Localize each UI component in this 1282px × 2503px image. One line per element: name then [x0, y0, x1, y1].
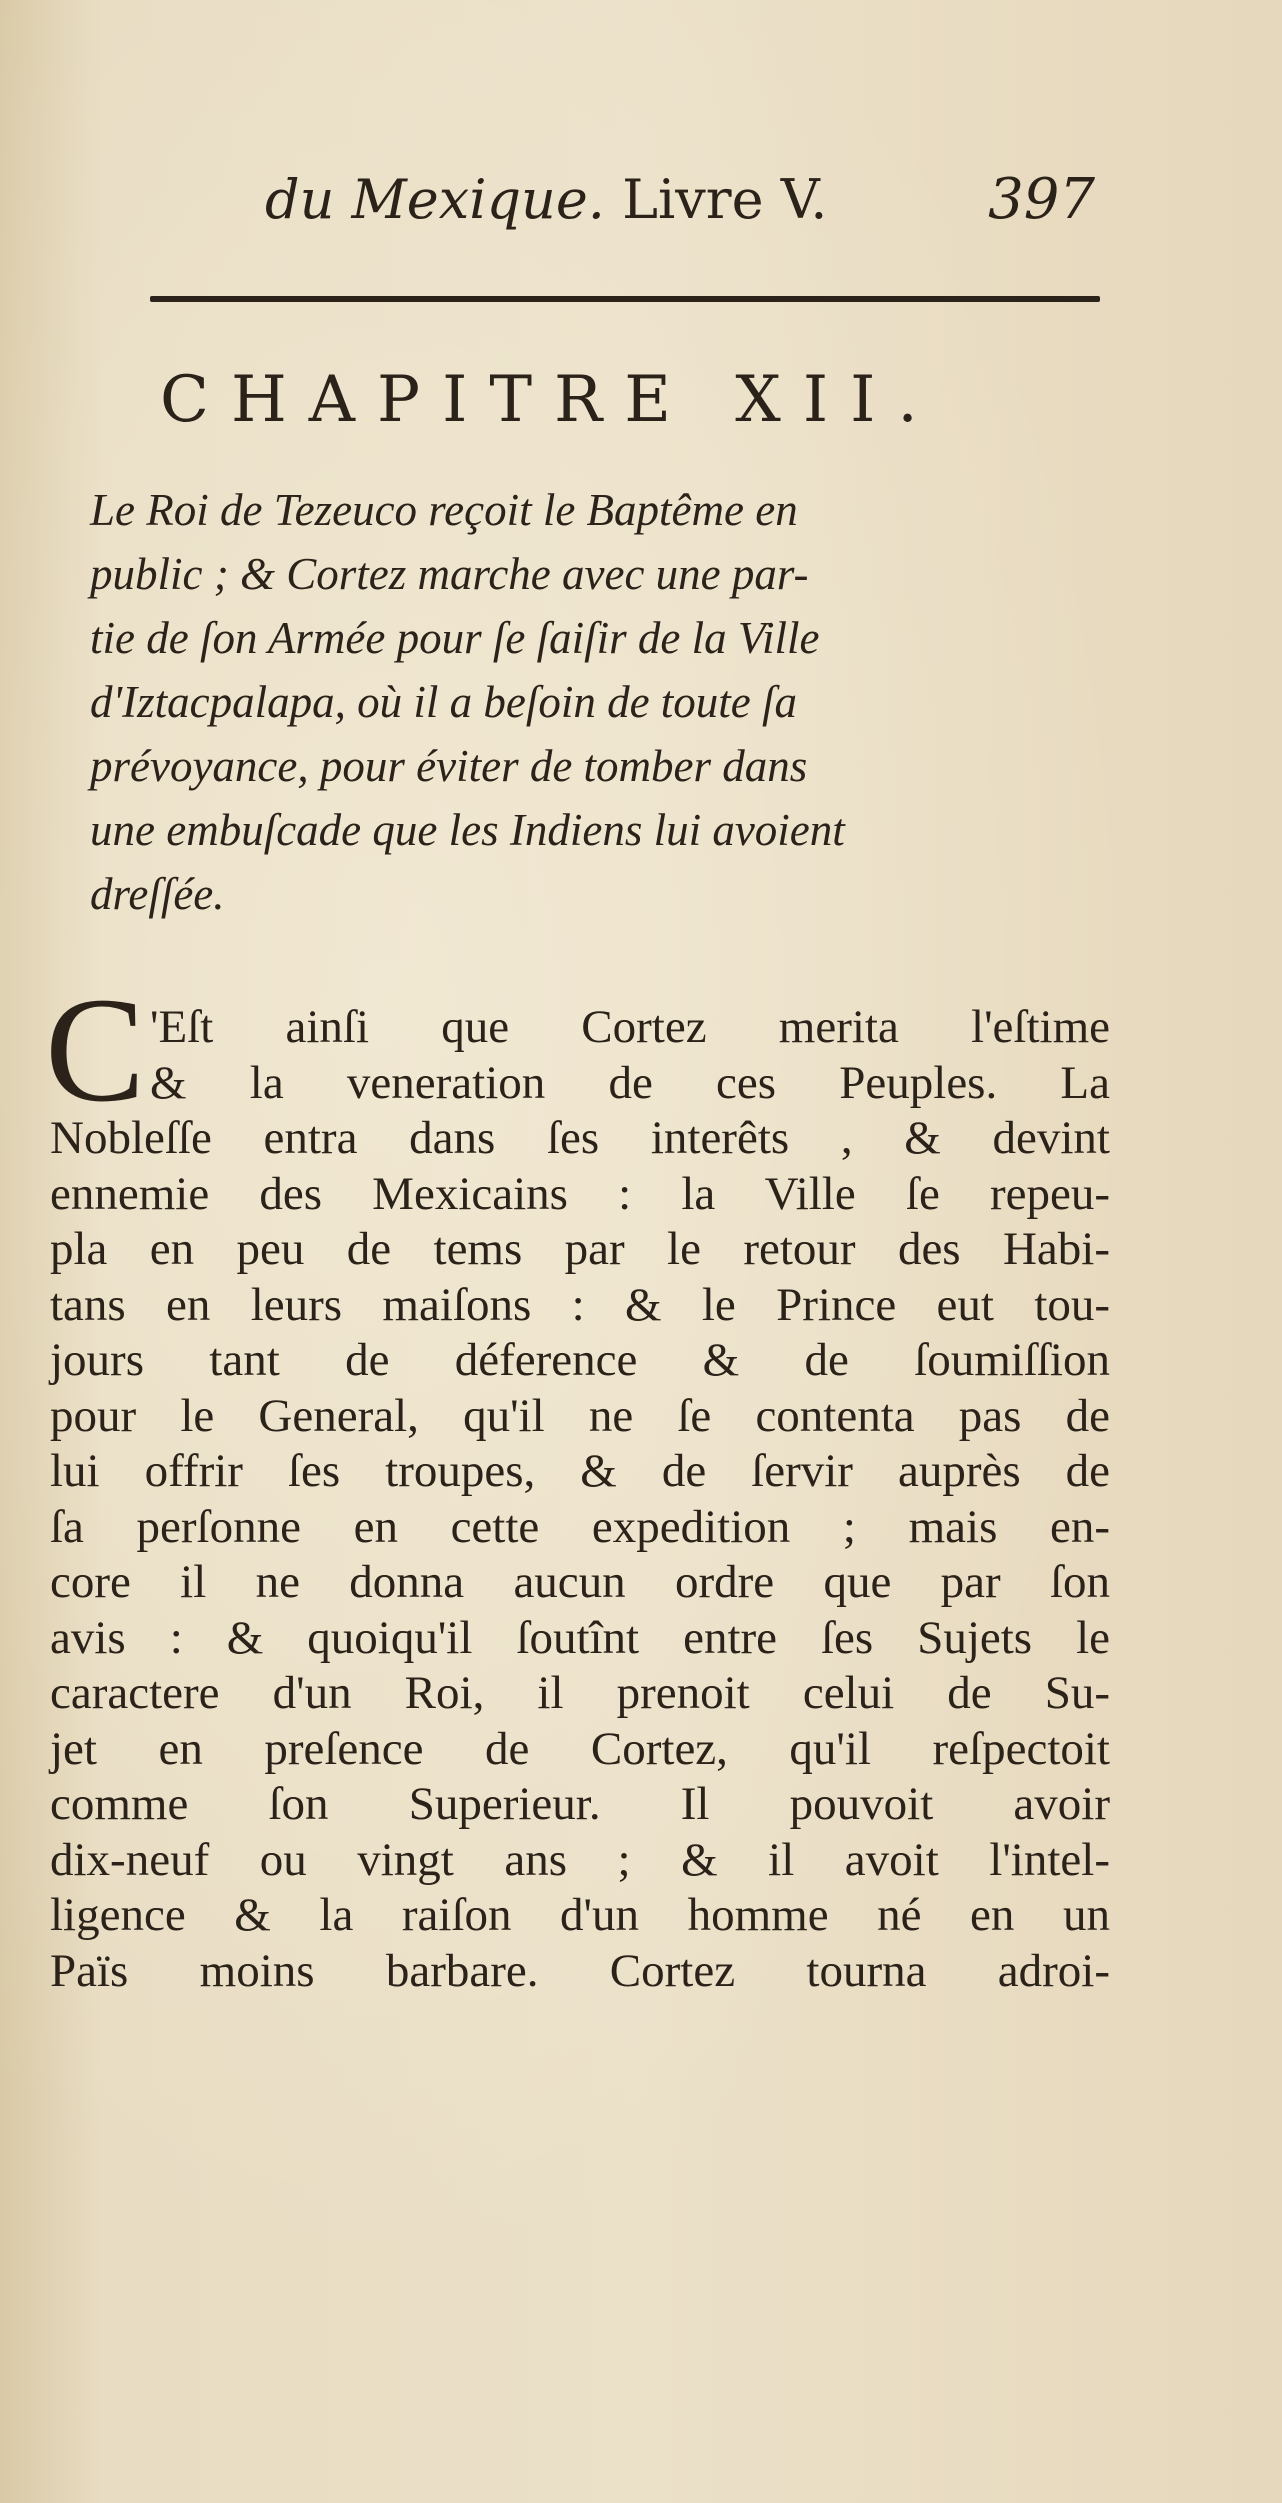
- summary-line: dreſſée.: [90, 869, 225, 919]
- summary-line: Le Roi de Tezeuco reçoit le Baptême en: [90, 485, 798, 535]
- text-line: ennemie des Mexicains : la Ville ſe repeu-: [50, 1167, 1110, 1220]
- summary-line: une embuſcade que les Indiens lui avoient: [90, 805, 845, 855]
- text-line: comme ſon Superieur. Il pouvoit avoir: [50, 1778, 1110, 1830]
- text-line: & la veneration de ces Peuples. La: [150, 1056, 1110, 1109]
- body-text: [50, 1000, 1110, 1999]
- text-line: pour le General, qu'il ne ſe contenta pas de: [50, 1389, 1110, 1442]
- text-line: core il ne donna aucun ordre que par ſon: [50, 1556, 1110, 1608]
- text-line: jet en preſence de Cortez, qu'il reſpectoit: [50, 1722, 1110, 1775]
- chapter-heading: CHAPITRE XII.: [160, 363, 940, 437]
- text-line: caractere d'un Roi, il prenoit celui de Su-: [50, 1667, 1110, 1719]
- text-line: Païs moins barbare. Cortez tourna adroi-: [50, 1944, 1110, 1997]
- page-number: 397: [988, 167, 1095, 232]
- text-line: avis : & quoiqu'il ſoutînt entre ſes Sujets le: [50, 1611, 1110, 1664]
- first-lines: [50, 1000, 1110, 1111]
- text-line: ligence & la raiſon d'un homme né en un: [50, 1889, 1110, 1941]
- chapter-summary: [90, 478, 1120, 926]
- summary-line: public ; & Cortez marche avec une par-: [90, 549, 809, 599]
- header-rule: [150, 296, 1100, 302]
- text-line: Nobleſſe entra dans ſes interêts , & devint: [50, 1112, 1110, 1164]
- text-line: pla en peu de tems par le retour des Habi-: [50, 1223, 1110, 1275]
- text-line: dix-neuf ou vingt ans ; & il avoit l'intel-: [50, 1833, 1110, 1886]
- summary-line: prévoyance, pour éviter de tomber dans: [90, 741, 808, 791]
- running-title-roman: Livre V.: [622, 168, 828, 231]
- page-header: [265, 160, 1135, 240]
- drop-cap: C: [45, 967, 146, 1133]
- text-line: tans en leurs maiſons : & le Prince eut tou-: [50, 1278, 1110, 1331]
- summary-line: tie de ſon Armée pour ſe ſaiſir de la Ville: [90, 613, 820, 663]
- summary-line: d'Iztacpalapa, où il a beſoin de toute ſa: [90, 677, 798, 727]
- text-line: jours tant de déference & de ſoumiſſion: [50, 1334, 1110, 1386]
- text-line: lui offrir ſes troupes, & de ſervir auprès de: [50, 1445, 1110, 1497]
- text-line: 'Eſt ainſi que Cortez merita l'eſtime: [150, 1001, 1110, 1053]
- text-line: ſa perſonne en cette expedition ; mais en-: [50, 1500, 1110, 1553]
- running-title-italic: du Mexique.: [265, 168, 605, 231]
- running-title: [265, 160, 827, 240]
